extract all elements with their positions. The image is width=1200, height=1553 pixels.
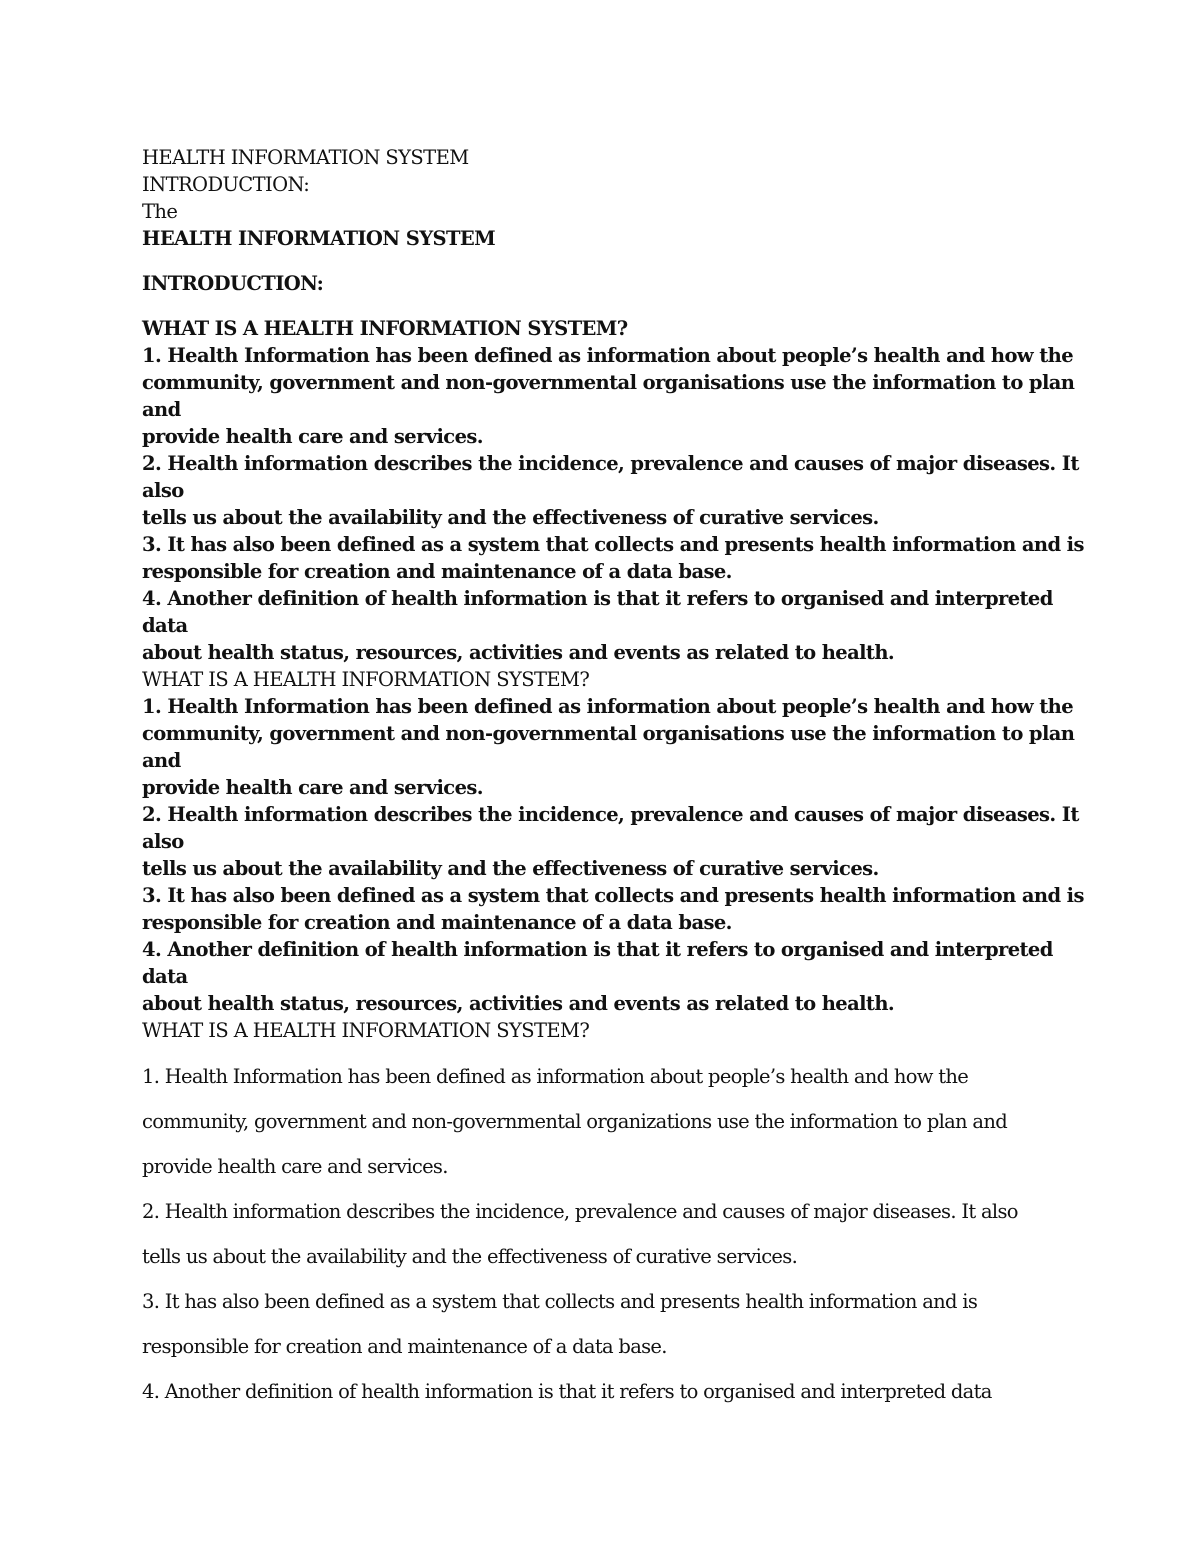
paragraph-line: community, government and non-governmental organizations use the information to plan and xyxy=(142,1110,1007,1133)
paragraph-line: 3. It has also been defined as a system that collects and presents health information and is xyxy=(142,533,1084,556)
paragraph-line: also xyxy=(142,479,184,502)
document-body xyxy=(142,144,1084,1414)
bold-intro: INTRODUCTION: xyxy=(142,272,324,295)
paragraph-line: 1. Health Information has been defined as information about people’s health and how the xyxy=(142,1065,969,1088)
paragraph-line: and xyxy=(142,749,181,772)
paragraph-line: about health status, resources, activities and events as related to health. xyxy=(142,992,895,1015)
paragraph-line: responsible for creation and maintenance of a data base. xyxy=(142,1335,667,1358)
paragraph-line: and xyxy=(142,398,181,421)
paragraph-line: 4. Another definition of health information is that it refers to organised and interpreted xyxy=(142,587,1053,610)
header-intro: INTRODUCTION: xyxy=(142,173,310,196)
paragraph-line: tells us about the availability and the effectiveness of curative services. xyxy=(142,506,879,529)
section-b xyxy=(142,666,1084,1017)
paragraph-line: 4. Another definition of health information is that it refers to organised and interpreted xyxy=(142,938,1053,961)
paragraph-line: responsible for creation and maintenance of a data base. xyxy=(142,911,732,934)
paragraph-line: also xyxy=(142,830,184,853)
section-heading: WHAT IS A HEALTH INFORMATION SYSTEM? xyxy=(142,668,590,691)
paragraph-line: 1. Health Information has been defined as information about people’s health and how the xyxy=(142,344,1074,367)
paragraph-line: community, government and non-governmental organisations use the information to plan xyxy=(142,722,1075,745)
paragraph-line: community, government and non-governmental organisations use the information to plan xyxy=(142,371,1075,394)
section-heading: WHAT IS A HEALTH INFORMATION SYSTEM? xyxy=(142,1019,590,1042)
paragraph-line: 3. It has also been defined as a system that collects and presents health information and is xyxy=(142,884,1084,907)
section-a xyxy=(142,315,1084,666)
paragraph-line: data xyxy=(142,614,188,637)
paragraph-line: 2. Health information describes the incidence, prevalence and causes of major diseases. It xyxy=(142,452,1079,475)
paragraph-line: 3. It has also been defined as a system that collects and presents health information and is xyxy=(142,1290,978,1313)
paragraph-line: provide health care and services. xyxy=(142,776,483,799)
paragraph-line: provide health care and services. xyxy=(142,425,483,448)
paragraph-line: provide health care and services. xyxy=(142,1155,448,1178)
paragraph-line: 4. Another definition of health information is that it refers to organised and interpreted data xyxy=(142,1380,992,1403)
paragraph-line: 2. Health information describes the incidence, prevalence and causes of major diseases. It xyxy=(142,803,1079,826)
section-c xyxy=(142,1017,1072,1414)
paragraph-line: responsible for creation and maintenance of a data base. xyxy=(142,560,732,583)
paragraph-line: about health status, resources, activities and events as related to health. xyxy=(142,641,895,664)
header-the: The xyxy=(142,200,178,223)
paragraph-line: 1. Health Information has been defined as information about people’s health and how the xyxy=(142,695,1074,718)
section-heading: WHAT IS A HEALTH INFORMATION SYSTEM? xyxy=(142,317,628,340)
paragraph-line: tells us about the availability and the effectiveness of curative services. xyxy=(142,857,879,880)
paragraph-line: data xyxy=(142,965,188,988)
header-title: HEALTH INFORMATION SYSTEM xyxy=(142,146,469,169)
bold-title: HEALTH INFORMATION SYSTEM xyxy=(142,227,496,250)
paragraph-line: tells us about the availability and the effectiveness of curative services. xyxy=(142,1245,798,1268)
paragraph-line: 2. Health information describes the incidence, prevalence and causes of major diseases. It also xyxy=(142,1200,1018,1223)
